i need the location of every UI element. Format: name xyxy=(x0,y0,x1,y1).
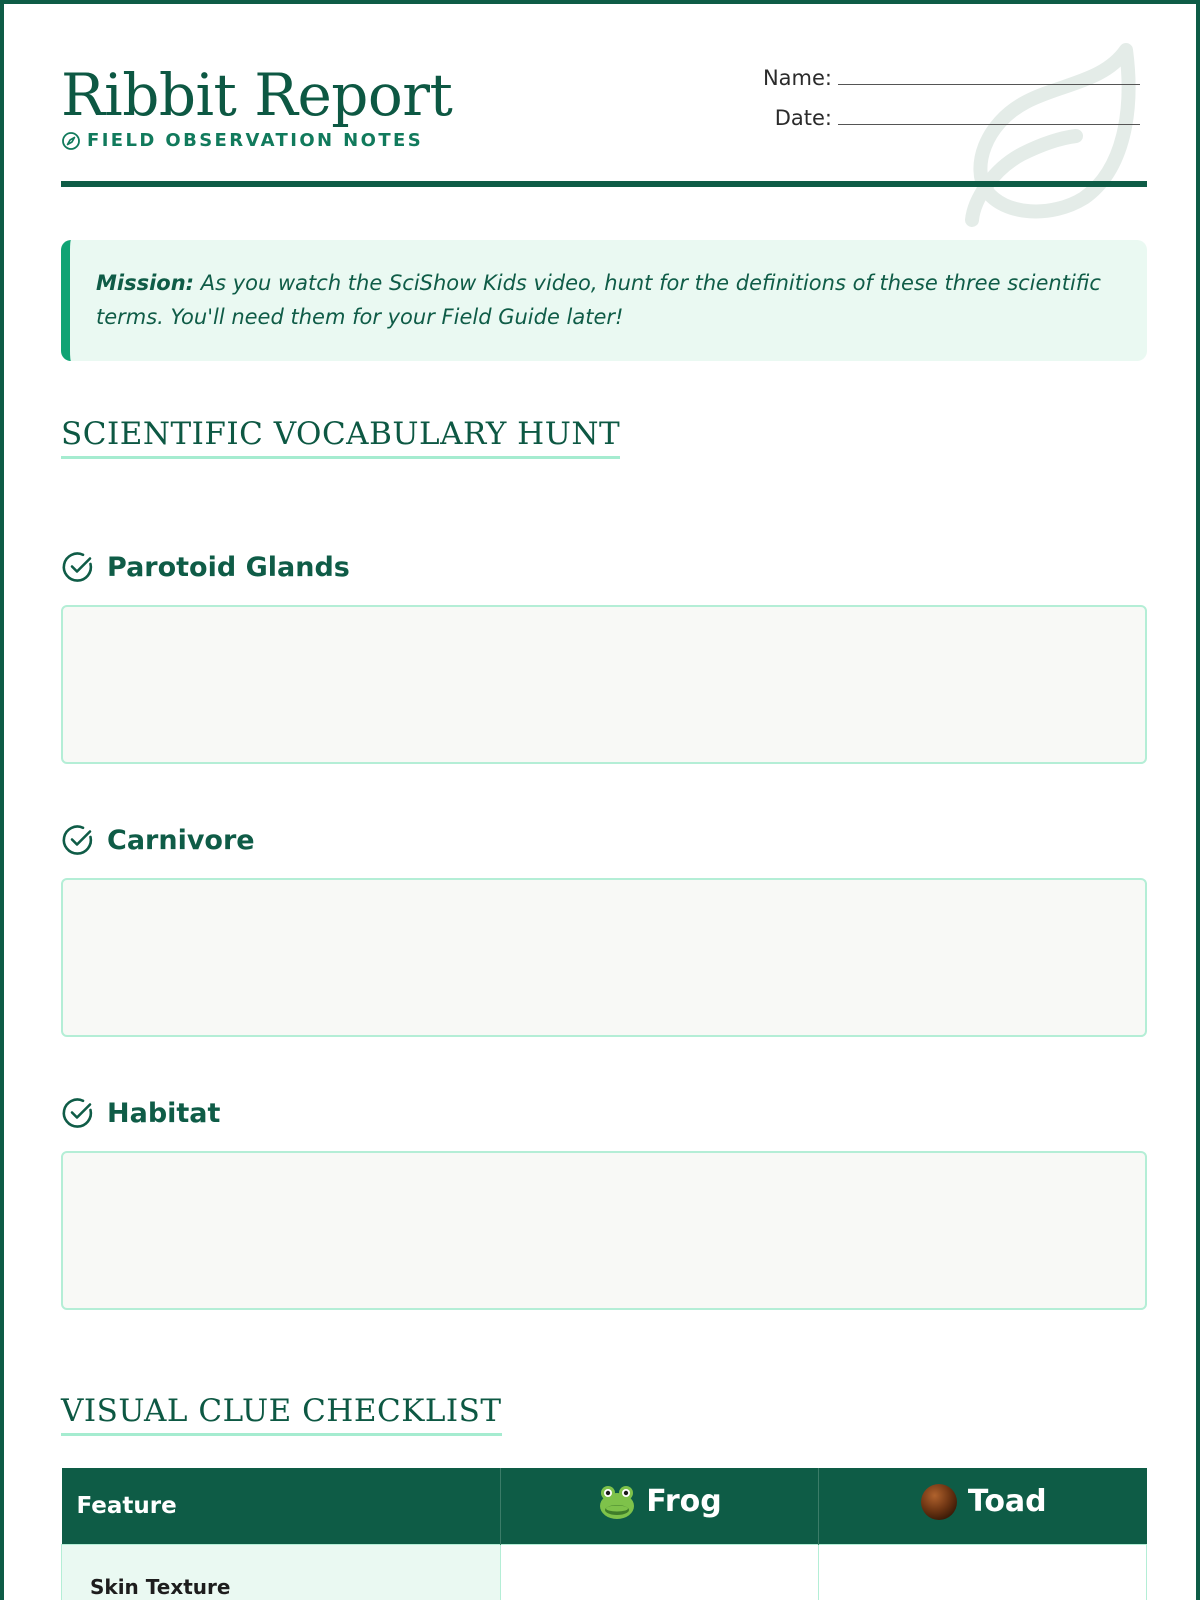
term-carnivore xyxy=(61,823,255,857)
subtitle-text: FIELD OBSERVATION NOTES xyxy=(87,130,424,151)
toad-answer-cell[interactable] xyxy=(819,1544,1147,1600)
frog-column-header xyxy=(501,1468,819,1544)
term-label: Habitat xyxy=(107,1097,221,1129)
term-label: Parotoid Glands xyxy=(107,551,350,583)
toad-icon xyxy=(919,1482,959,1522)
vocab-heading: SCIENTIFIC VOCABULARY HUNT xyxy=(61,416,620,459)
check-circle-icon xyxy=(61,550,95,584)
date-row xyxy=(763,104,1140,144)
carnivore-answer-box[interactable] xyxy=(61,878,1147,1037)
toad-column-label: Toad xyxy=(967,1484,1047,1520)
table-row xyxy=(62,1544,1147,1600)
visual-clue-table xyxy=(61,1468,1147,1600)
term-habitat xyxy=(61,1096,220,1130)
name-row xyxy=(763,64,1140,104)
frog-column-label: Frog xyxy=(646,1484,722,1520)
name-field[interactable] xyxy=(838,65,1140,85)
date-label: Date: xyxy=(774,106,832,130)
checklist-heading: VISUAL CLUE CHECKLIST xyxy=(61,1393,502,1436)
term-label: Carnivore xyxy=(107,824,255,856)
feature-column-header: Feature xyxy=(62,1468,501,1544)
page-title: Ribbit Report xyxy=(61,61,453,129)
page-subtitle xyxy=(61,130,423,151)
compass-icon xyxy=(61,131,81,151)
table-header-row xyxy=(62,1468,1147,1544)
habitat-answer-box[interactable] xyxy=(61,1151,1147,1310)
date-field[interactable] xyxy=(838,105,1140,125)
name-label: Name: xyxy=(762,66,832,90)
check-circle-icon xyxy=(61,823,95,857)
term-parotoid-glands xyxy=(61,550,350,584)
student-info xyxy=(763,64,1140,144)
header-divider xyxy=(61,181,1147,187)
feature-cell: Skin Texture xyxy=(62,1544,501,1600)
toad-column-header xyxy=(819,1468,1147,1544)
mission-callout xyxy=(61,240,1147,361)
parotoid-glands-answer-box[interactable] xyxy=(61,605,1147,764)
frog-icon xyxy=(597,1482,637,1522)
frog-answer-cell[interactable] xyxy=(501,1544,819,1600)
check-circle-icon xyxy=(61,1096,95,1130)
mission-text: As you watch the SciShow Kids video, hunt for the definitions of these three scientific terms. You'll need them for your Field Guide later! xyxy=(96,271,1101,329)
mission-label: Mission: xyxy=(96,271,195,295)
